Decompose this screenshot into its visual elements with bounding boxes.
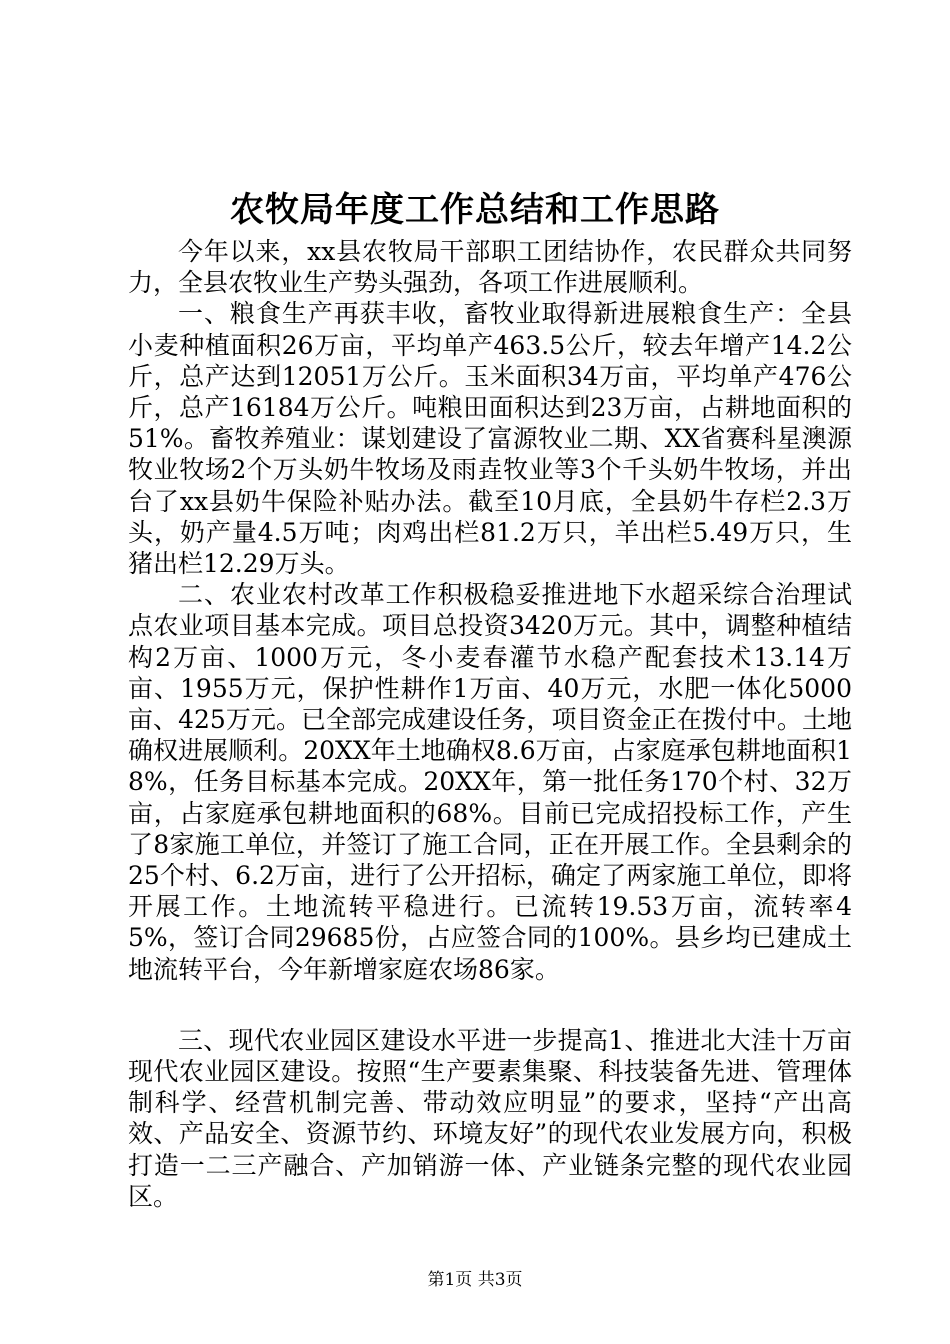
paragraph-section-one: 一、粮食生产再获丰收，畜牧业取得新进展粮食生产：全县小麦种植面积26万亩，平均单产463.5公斤，较去年增产14.2公斤，总产达到12051万公斤。玉米面积34万亩，平均单产476公斤，总产16184万公斤。吨粮田面积达到23万亩，占耕地面积的51%。畜牧养殖业：谋划建设了富源牧业二期、XX省赛科星澳源牧业牧场2个万头奶牛牧场及雨垚牧业等3个千头奶牛牧场，并出台了xx县奶牛保险补贴办法。截至10月底，全县奶牛存栏2.3万头，奶产量4.5万吨；肉鸡出栏81.2万只，羊出栏5.49万只，生猪出栏12.29万头。: [128, 299, 852, 579]
document-title: 农牧局年度工作总结和工作思路: [230, 190, 720, 230]
paragraph-section-three: 三、现代农业园区建设水平进一步提高1、推进北大洼十万亩现代农业园区建设。按照“生产要素集聚、科技装备先进、管理体制科学、经营机制完善、带动效应明显”的要求，坚持“产出高效、产品安全、资源节约、环境友好”的现代农业发展方向，积极打造一二三产融合、产加销游一体、产业链条完整的现代农业园区。: [128, 1025, 852, 1211]
paragraph-intro: 今年以来，xx县农牧局干部职工团结协作，农民群众共同努力，全县农牧业生产势头强劲，各项工作进展顺利。: [128, 237, 852, 298]
document-body: [128, 236, 852, 1212]
paragraph-section-two: 二、农业农村改革工作积极稳妥推进地下水超采综合治理试点农业项目基本完成。项目总投资3420万元。其中，调整种植结构2万亩、1000万元，冬小麦春灌节水稳产配套技术13.14万亩、1955万元，保护性耕作1万亩、40万元，水肥一体化5000亩、425万元。已全部完成建设任务，项目资金正在拨付中。土地确权进展顺利。20XX年土地确权8.6万亩，占家庭承包耕地面积18%，任务目标基本完成。20XX年，第一批任务170个村、32万亩，占家庭承包耕地面积的68%。目前已完成招投标工作，产生了8家施工单位，并签订了施工合同，正在开展工作。全县剩余的25个村、6.2万亩，进行了公开招标，确定了两家施工单位，即将开展工作。土地流转平稳进行。已流转19.53万亩，流转率45%，签订合同29685份，占应签合同的100%。县乡均已建成土地流转平台，今年新增家庭农场86家。: [128, 580, 852, 984]
page-number-footer: 第1页 共3页: [427, 1270, 523, 1290]
